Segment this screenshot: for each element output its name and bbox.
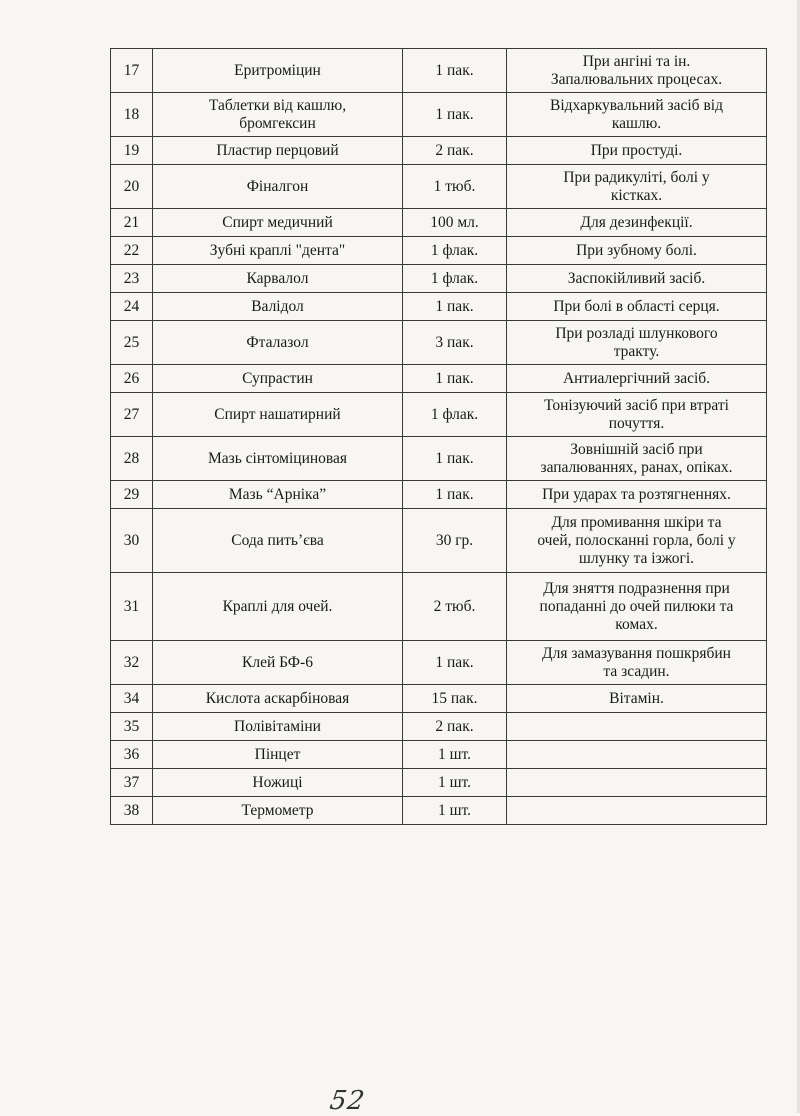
medicine-name: Мазь “Арніка”: [153, 481, 403, 509]
medicine-quantity: 1 шт.: [403, 741, 507, 769]
row-number: 32: [111, 641, 153, 685]
medicine-purpose: При ангіні та ін. Запалювальних процесах.: [507, 49, 767, 93]
medicine-purpose: Тонізуючий засіб при втраті почуття.: [507, 393, 767, 437]
medicine-quantity: 3 пак.: [403, 321, 507, 365]
row-number: 31: [111, 573, 153, 641]
medicine-quantity: 1 флак.: [403, 265, 507, 293]
table-row: [111, 641, 767, 685]
table-row: [111, 321, 767, 365]
table-row: [111, 293, 767, 321]
table-row: [111, 265, 767, 293]
table-row: [111, 237, 767, 265]
medicine-quantity: 30 гр.: [403, 509, 507, 573]
medicine-name: Зубні краплі "дента": [153, 237, 403, 265]
medicine-quantity: 1 пак.: [403, 641, 507, 685]
table-row: [111, 573, 767, 641]
row-number: 22: [111, 237, 153, 265]
medicine-purpose: Для зняття подразнення при попаданні до очей пилюки та комах.: [507, 573, 767, 641]
row-number: 35: [111, 713, 153, 741]
medicine-name: Клей БФ-6: [153, 641, 403, 685]
row-number: 27: [111, 393, 153, 437]
medicine-name: Пластир перцовий: [153, 137, 403, 165]
table-row: [111, 509, 767, 573]
medicine-quantity: 100 мл.: [403, 209, 507, 237]
row-number: 25: [111, 321, 153, 365]
table-row: [111, 481, 767, 509]
row-number: 17: [111, 49, 153, 93]
medicine-purpose: [507, 797, 767, 825]
row-number: 37: [111, 769, 153, 797]
medicine-name: Кислота аскарбіновая: [153, 685, 403, 713]
row-number: 29: [111, 481, 153, 509]
table-row: [111, 741, 767, 769]
row-number: 24: [111, 293, 153, 321]
medicine-purpose: [507, 741, 767, 769]
row-number: 26: [111, 365, 153, 393]
table-row: [111, 685, 767, 713]
page-number: 52: [327, 1086, 368, 1116]
table-row: [111, 209, 767, 237]
medicine-purpose: При ударах та розтягненнях.: [507, 481, 767, 509]
medicine-quantity: 2 пак.: [403, 137, 507, 165]
medicine-purpose: [507, 769, 767, 797]
row-number: 20: [111, 165, 153, 209]
medicine-name: Фіналгон: [153, 165, 403, 209]
medicine-name: Сода пить’єва: [153, 509, 403, 573]
medicine-purpose: При розладі шлункового тракту.: [507, 321, 767, 365]
row-number: 19: [111, 137, 153, 165]
medicine-purpose: Для дезинфекції.: [507, 209, 767, 237]
table-row: [111, 769, 767, 797]
medicine-quantity: 1 тюб.: [403, 165, 507, 209]
medicine-quantity: 1 пак.: [403, 49, 507, 93]
medicine-table: [110, 48, 767, 825]
medicine-name: Таблетки від кашлю, бромгексин: [153, 93, 403, 137]
medicine-name: Фталазол: [153, 321, 403, 365]
medicine-purpose: Антиалергічний засіб.: [507, 365, 767, 393]
medicine-quantity: 2 пак.: [403, 713, 507, 741]
row-number: 28: [111, 437, 153, 481]
medicine-purpose: Для замазування пошкрябин та зсадин.: [507, 641, 767, 685]
medicine-name: Полівітаміни: [153, 713, 403, 741]
medicine-purpose: При радикуліті, болі у кістках.: [507, 165, 767, 209]
medicine-name: Спирт нашатирний: [153, 393, 403, 437]
medicine-quantity: 1 флак.: [403, 237, 507, 265]
medicine-name: Супрастин: [153, 365, 403, 393]
medicine-quantity: 1 шт.: [403, 797, 507, 825]
medicine-purpose: [507, 713, 767, 741]
medicine-name: Пінцет: [153, 741, 403, 769]
medicine-quantity: 1 пак.: [403, 293, 507, 321]
medicine-name: Валідол: [153, 293, 403, 321]
medicine-purpose: Заспокійливий засіб.: [507, 265, 767, 293]
row-number: 21: [111, 209, 153, 237]
medicine-name: Карвалол: [153, 265, 403, 293]
medicine-quantity: 1 пак.: [403, 437, 507, 481]
row-number: 34: [111, 685, 153, 713]
table-row: [111, 437, 767, 481]
table-row: [111, 365, 767, 393]
row-number: 18: [111, 93, 153, 137]
medicine-name: Мазь сінтоміциновая: [153, 437, 403, 481]
medicine-name: Еритроміцин: [153, 49, 403, 93]
table-row: [111, 93, 767, 137]
medicine-purpose: Для промивання шкіри та очей, полосканні горла, болі у шлунку та ізжогі.: [507, 509, 767, 573]
medicine-name: Термометр: [153, 797, 403, 825]
table-row: [111, 49, 767, 93]
table-row: [111, 165, 767, 209]
medicine-name: Ножиці: [153, 769, 403, 797]
table-row: [111, 393, 767, 437]
row-number: 36: [111, 741, 153, 769]
medicine-name: Краплі для очей.: [153, 573, 403, 641]
medicine-quantity: 2 тюб.: [403, 573, 507, 641]
medicine-quantity: 15 пак.: [403, 685, 507, 713]
medicine-quantity: 1 пак.: [403, 365, 507, 393]
medicine-quantity: 1 пак.: [403, 481, 507, 509]
table-row: [111, 137, 767, 165]
row-number: 23: [111, 265, 153, 293]
medicine-quantity: 1 флак.: [403, 393, 507, 437]
row-number: 38: [111, 797, 153, 825]
table-row: [111, 797, 767, 825]
table-row: [111, 713, 767, 741]
medicine-quantity: 1 шт.: [403, 769, 507, 797]
medicine-purpose: Зовнішній засіб при запалюваннях, ранах, опіках.: [507, 437, 767, 481]
medicine-name: Спирт медичний: [153, 209, 403, 237]
medicine-purpose: Вітамін.: [507, 685, 767, 713]
medicine-quantity: 1 пак.: [403, 93, 507, 137]
row-number: 30: [111, 509, 153, 573]
medicine-purpose: Відхаркувальний засіб від кашлю.: [507, 93, 767, 137]
medicine-purpose: При зубному болі.: [507, 237, 767, 265]
medicine-purpose: При болі в області серця.: [507, 293, 767, 321]
medicine-purpose: При простуді.: [507, 137, 767, 165]
